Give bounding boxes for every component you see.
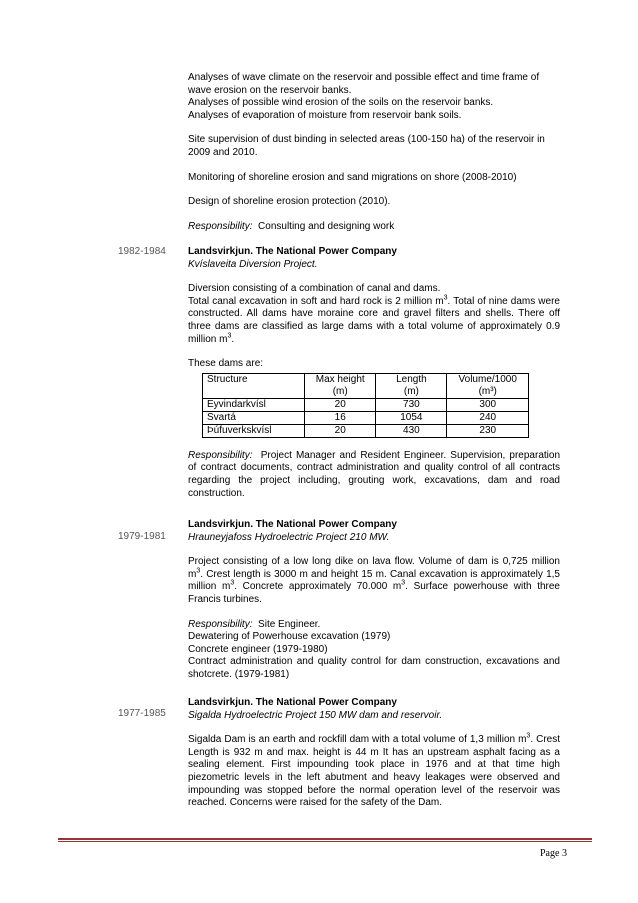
intro-block — [188, 72, 560, 233]
project-name: Sigalda Hydroelectric Project 150 MW dam and reservoir. — [188, 709, 443, 721]
table-row: Eyvindarkvísl 20 730 300 — [203, 398, 529, 411]
page-number: Page 3 — [540, 848, 567, 859]
footer-rule — [58, 838, 592, 840]
paragraph: Monitoring of shoreline erosion and sand migrations on shore (2008-2010) — [188, 171, 517, 183]
project-name: Hrauneyjafoss Hydroelectric Project 210 MW. — [188, 531, 390, 543]
paragraph: Total canal excavation in soft and hard rock is 2 million $m^3$. Total of nine dams were constructed. All dams have moraine core and gravel filters and shells. There off three dams are classified as large dams with a total volume of approximately 0.9 million $m^3$. — [188, 294, 560, 345]
entry-block — [188, 519, 560, 682]
entry-block — [188, 697, 560, 810]
paragraph: These dams are: — [188, 358, 264, 370]
entry-year: 1979-1981 — [118, 531, 166, 542]
table-units: (m) (m) (m³) — [203, 386, 529, 399]
project-name: Kvíslaveita Diversion Project. — [188, 258, 318, 270]
responsibility: Responsibility: Consulting and designing work — [188, 220, 395, 232]
responsibility: Responsibility: Project Manager and Resident Engineer. Supervision, preparation of contract documents, contract administration and quality control of all contracts regarding the project including, grouting work, excavations, dam and road construction. — [188, 449, 560, 499]
duty-item: Contract administration and quality control for dam construction, excavations and shotcrete. (1979-1981) — [188, 656, 560, 680]
paragraph: Project consisting of a low long dike on lava flow. Volume of dam is 0,725 million $m^3$. Crest length is 3000 m and height 15 m. Canal excavation is approximately 1,5 million $m^3$. Concrete approximately 70.000 $m^3$. Surface powerhouse with three Francis turbines. — [188, 556, 560, 605]
dams-table — [202, 373, 529, 438]
table-header: Structure Max height Length Volume/1000 — [203, 373, 529, 386]
paragraph: Site supervision of dust binding in selected areas (100-150 ha) of the reservoir in 2009 and 2010. — [188, 134, 545, 158]
company-name: Landsvirkjun. The National Power Company — [188, 697, 397, 708]
duty-item: Dewatering of Powerhouse excavation (1979) — [188, 631, 391, 643]
entry-year: 1977-1985 — [118, 708, 166, 719]
company-name: Landsvirkjun. The National Power Company — [188, 246, 397, 257]
responsibility: Responsibility: Site Engineer. — [188, 618, 321, 630]
entry-block — [188, 246, 560, 500]
entry-year: 1982-1984 — [118, 246, 166, 257]
table-row: Þúfuverkskvísl 20 430 230 — [203, 424, 529, 437]
company-name: Landsvirkjun. The National Power Company — [188, 519, 397, 530]
table-row: Svartá 16 1054 240 — [203, 411, 529, 424]
paragraph: Diversion consisting of a combination of canal and dams. — [188, 283, 441, 295]
paragraph: Design of shoreline erosion protection (2010). — [188, 196, 391, 208]
paragraph: Sigalda Dam is an earth and rockfill dam with a total volume of 1,3 million $m^3$. Crest Length is 932 m and max. height is 44 m It has an upstream asphalt facing as a sealing element. First impounding took place in 1976 and at that time high piezometric levels in the left abutment and heavy leakages were observed and impounding was stopped before the normal operation level of the reservoir was reached. Concerns were raised for the safety of the Dam. — [188, 732, 560, 809]
footer-rule — [58, 841, 592, 842]
duty-item: Concrete engineer (1979-1980) — [188, 643, 328, 655]
paragraph: Analyses of wave climate on the reservoir and possible effect and time frame of wave erosion on the reservoir banks. Analyses of possible wind erosion of the soils on the reservoir banks. Analyses of evaporation of moisture from reservoir bank soils. — [188, 72, 540, 121]
